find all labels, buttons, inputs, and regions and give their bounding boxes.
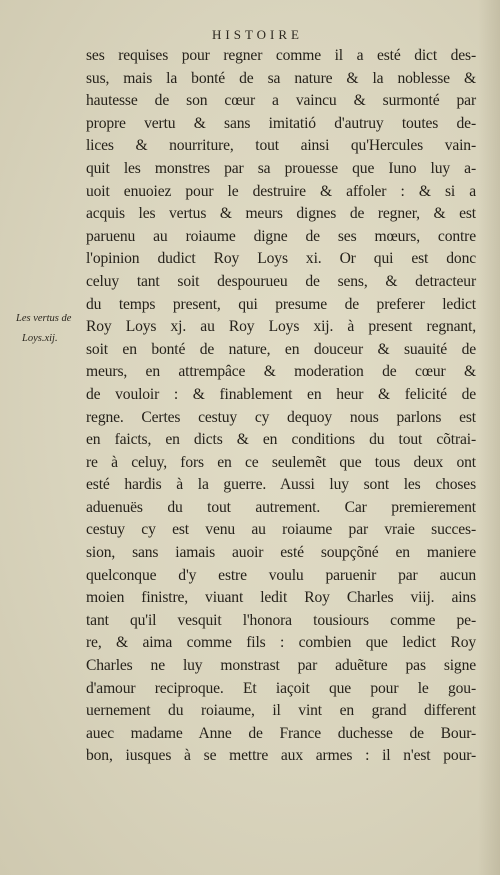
text-line: Charles ne luy monstrast par aduẽture pas signe (86, 657, 476, 675)
text-line: propre vertu & sans imitatió d'autruy toutes de- (86, 114, 476, 132)
text-line: du temps present, qui presume de preferer ledict (86, 295, 476, 313)
text-line: cestuy cy est venu au roiaume par vraie succes- (86, 521, 476, 539)
text-line: moien finistre, viuant ledit Roy Charles viij. ains (86, 589, 476, 607)
text-line: celuy tant soit despourueu de sens, & detracteur (86, 272, 476, 290)
text-line: tant qu'il vesquit l'honora tousiours comme pe- (86, 611, 476, 629)
text-line: sion, sans iamais auoir esté soupçõné en maniere (86, 544, 476, 562)
text-line: en faicts, en dicts & en conditions du tout cõtrai- (86, 431, 476, 449)
text-line: aduenuës du tout autrement. Car premierement (86, 498, 476, 516)
text-line: acquis les vertus & meurs dignes de regner, & est (86, 205, 476, 223)
text-line: l'opinion dudict Roy Loys xi. Or qui est donc (86, 250, 476, 268)
margin-note-2: Loys.xij. (22, 333, 58, 344)
text-line: re à celuy, fors en ce seulemẽt que tous deux ont (86, 453, 476, 471)
text-line: d'amour reciproque. Et iaçoit que pour le gou- (86, 679, 476, 697)
text-line: soit en bonté de nature, en douceur & suauité de (86, 340, 476, 358)
text-line: de vouloir : & finablement en heur & felicité de (86, 385, 476, 403)
running-head: HISTOIRE (212, 27, 303, 42)
page-edge-shadow (478, 0, 500, 875)
margin-note-1: Les vertus de (16, 313, 72, 324)
body-text (86, 45, 476, 768)
text-line: Roy Loys xj. au Roy Loys xij. à present regnant, (86, 318, 476, 336)
text-line: meurs, en attrempâce & moderation de cœur & (86, 363, 476, 381)
text-line: ses requises pour regner comme il a esté dict des- (86, 47, 476, 64)
text-line: regne. Certes cestuy cy dequoy nous parlons est (86, 408, 476, 426)
text-line: esté hardis à la guerre. Aussi luy sont les choses (86, 476, 476, 494)
text-line: quelconque d'y estre voulu paruenir par aucun (86, 566, 476, 584)
text-line: lices & nourriture, tout ainsi qu'Hercules vain- (86, 137, 476, 155)
text-line: uernement du roiaume, il vint en grand different (86, 702, 476, 720)
text-line: bon, iusques à se mettre aux armes : il n'est pour- (86, 747, 476, 765)
text-line: sus, mais la bonté de sa nature & la noblesse & (86, 69, 476, 87)
text-line: uoit enuoiez pour le destruire & affoler : & si a (86, 182, 476, 200)
text-line: re, & aima comme fils : combien que ledict Roy (86, 634, 476, 652)
text-line: auec madame Anne de France duchesse de Bour- (86, 724, 476, 742)
text-line: hautesse de son cœur a vaincu & surmonté par (86, 92, 476, 110)
text-line: quit les monstres par sa prouesse que Iuno luy a- (86, 159, 476, 177)
text-line: paruenu au roiaume digne de ses mœurs, contre (86, 227, 476, 245)
